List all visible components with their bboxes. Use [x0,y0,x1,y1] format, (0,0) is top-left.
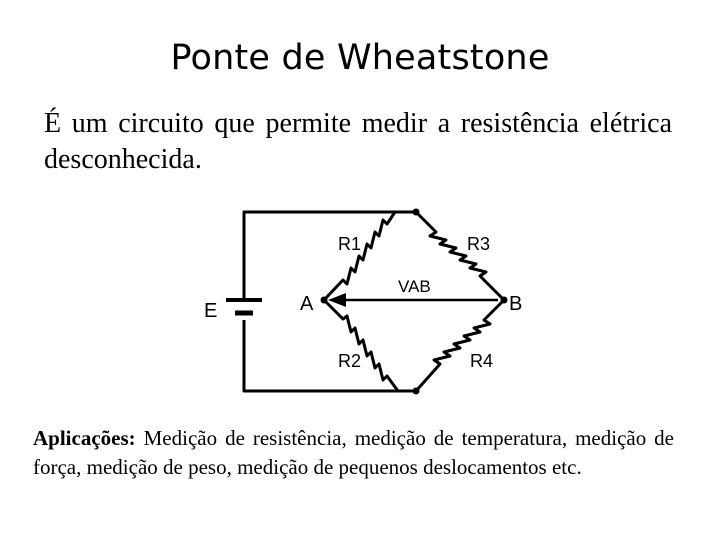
intro-paragraph: É um circuito que permite medir a resistência elétrica desconhecida. [44,108,672,175]
top-wire [244,212,416,300]
node-top [413,209,420,216]
r4-label: R4 [470,351,494,371]
applications-text: Medição de resistência, medição de temperatura, medição de força, medição de peso, medição de pequenos deslocamentos etc. [33,426,674,479]
node-b-label: B [509,293,523,315]
node-a-dot [321,297,328,304]
resistor-r2 [324,300,416,391]
vab-label: VAB [398,277,431,296]
wheatstone-bridge-diagram [195,200,535,400]
r2-label: R2 [338,351,362,371]
resistor-r4 [416,300,504,391]
node-bottom [413,388,420,395]
applications-paragraph [33,424,674,482]
node-a-label: A [300,293,314,315]
source-label: E [204,300,218,322]
applications-label: Aplicações: [33,426,136,450]
r1-label: R1 [338,234,362,254]
node-b-dot [501,297,508,304]
slide-title: Ponte de Wheatstone [170,38,550,78]
r3-label: R3 [467,234,491,254]
